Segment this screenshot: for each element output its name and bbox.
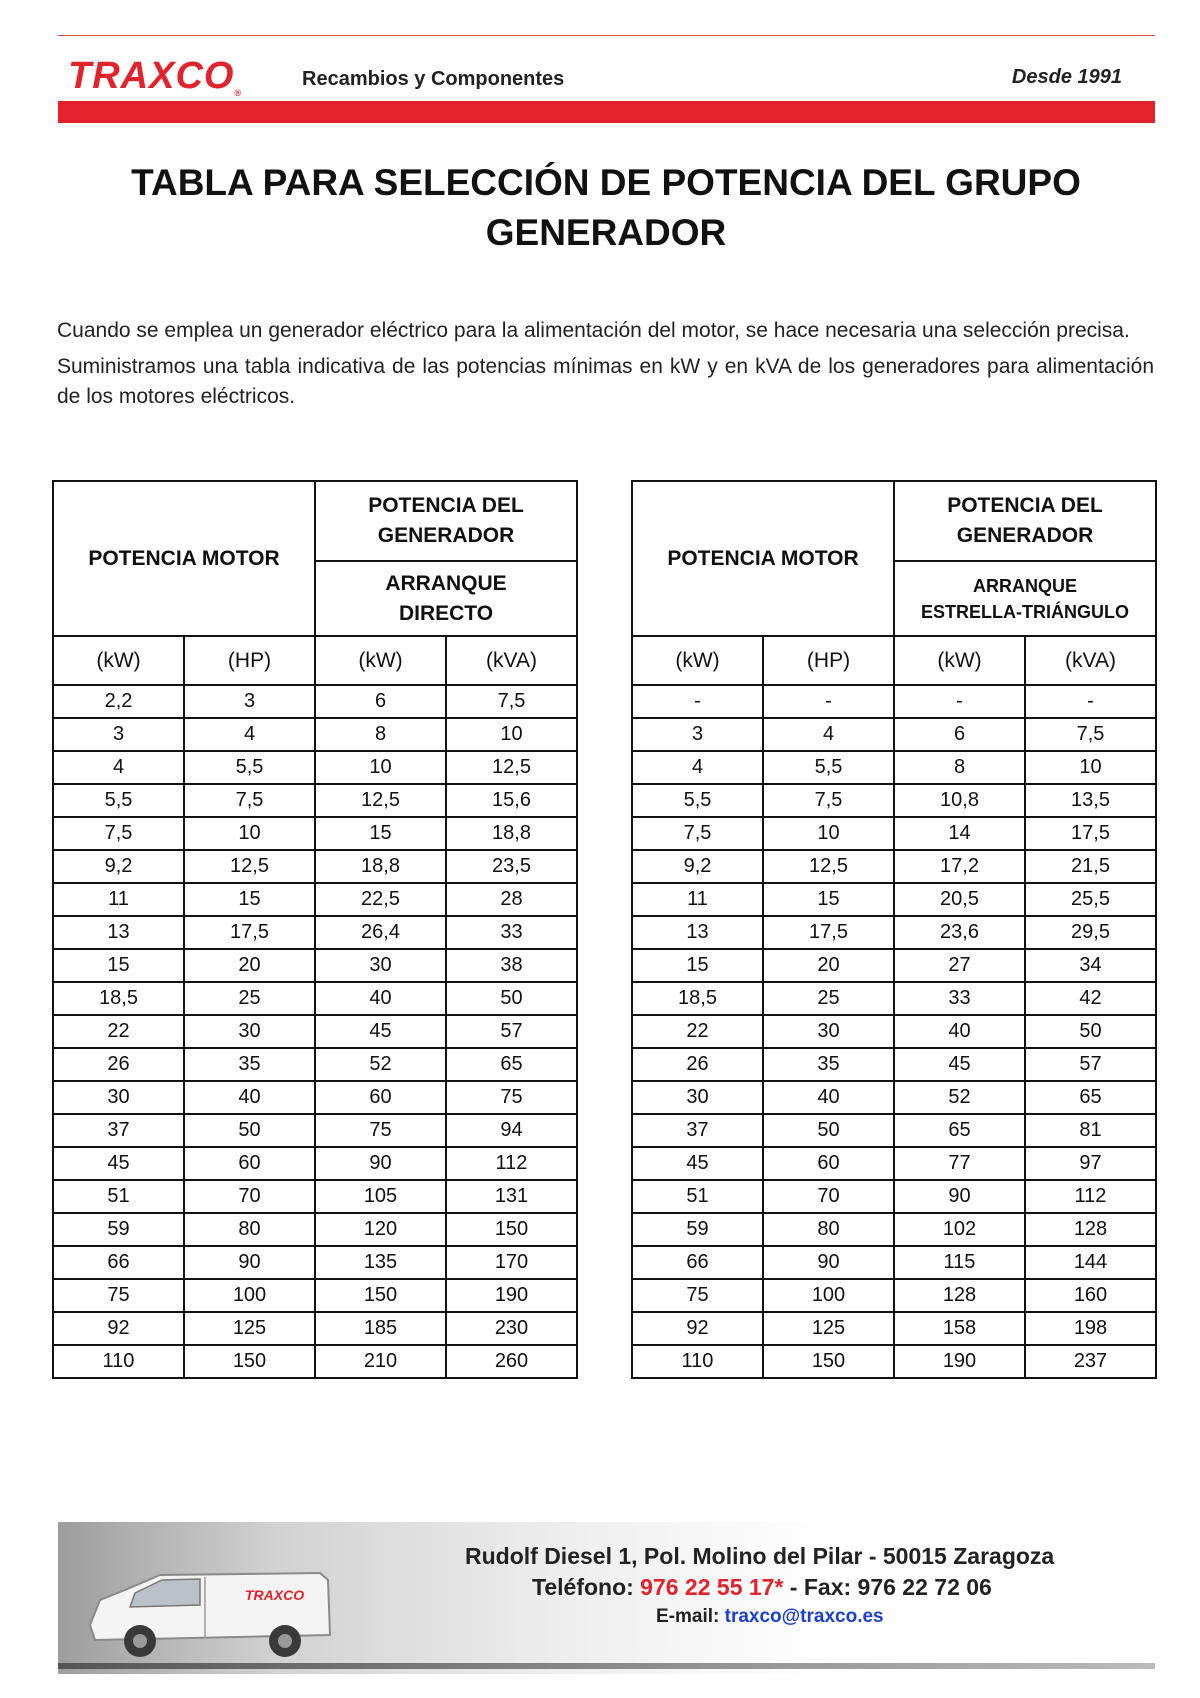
table-row [53,1312,577,1345]
table-cell: 97 [1025,1147,1156,1180]
table-cell: 59 [632,1213,763,1246]
table-cell: 23,5 [446,850,577,883]
table-cell: 45 [315,1015,446,1048]
table-cell: 35 [184,1048,315,1081]
units-row [632,636,1156,685]
table-cell: 75 [315,1114,446,1147]
table-row [53,817,577,850]
table-cell: 14 [894,817,1025,850]
table-row [53,916,577,949]
table-cell: 11 [53,883,184,916]
table-cell: 80 [763,1213,894,1246]
generator-power-header [894,481,1156,561]
table-cell: 115 [894,1246,1025,1279]
table-row [53,1279,577,1312]
table-cell: 25,5 [1025,883,1156,916]
table-cell: 66 [632,1246,763,1279]
table-cell: 190 [894,1345,1025,1378]
phone-number[interactable]: 976 22 55 17* [640,1574,784,1600]
table-cell: 57 [1025,1048,1156,1081]
table-cell: 6 [315,685,446,718]
since-label: Desde 1991 [1011,66,1122,88]
table-cell: 7,5 [446,685,577,718]
table-cell: 13 [53,916,184,949]
unit-motor-hp: (HP) [763,636,894,685]
table-cell: 90 [315,1147,446,1180]
table-row [632,751,1156,784]
table-cell: 90 [184,1246,315,1279]
unit-gen-kw: (kW) [894,636,1025,685]
table-row [53,1180,577,1213]
table-cell: 26,4 [315,916,446,949]
intro-text [57,316,1154,418]
table-cell: 33 [894,982,1025,1015]
table-cell: 21,5 [1025,850,1156,883]
table-cell: 150 [763,1345,894,1378]
table-row [632,1147,1156,1180]
table-row [632,1213,1156,1246]
table-row [632,817,1156,850]
table-cell: 100 [763,1279,894,1312]
table-row [53,850,577,883]
table-cell: 10 [1025,751,1156,784]
footer-address: Rudolf Diesel 1, Pol. Molino del Pilar - 50015 Zaragoza [465,1543,1055,1569]
table-cell: 110 [53,1345,184,1378]
table-cell: 25 [763,982,894,1015]
table-cell: 12,5 [315,784,446,817]
table-cell: 45 [894,1048,1025,1081]
table-cell: 237 [1025,1345,1156,1378]
table-cell: 40 [894,1015,1025,1048]
start-type-line-1: ARRANQUE [385,571,507,595]
table-cell: 45 [632,1147,763,1180]
table-cell: 27 [894,949,1025,982]
table-cell: 230 [446,1312,577,1345]
footer-phone-line [532,1574,992,1601]
table-cell: 26 [632,1048,763,1081]
table-cell: 94 [446,1114,577,1147]
table-row [53,949,577,982]
table-cell: 5,5 [53,784,184,817]
table-cell: 12,5 [184,850,315,883]
table-cell: 4 [632,751,763,784]
table-row [53,982,577,1015]
table-row [632,883,1156,916]
table-cell: 15 [53,949,184,982]
table-cell: 10 [315,751,446,784]
title-line-1: TABLA PARA SELECCIÓN DE POTENCIA DEL GRUPO [131,162,1081,203]
table-cell: 190 [446,1279,577,1312]
motor-power-header: POTENCIA MOTOR [53,481,315,636]
table-cell: 150 [315,1279,446,1312]
table-cell: 135 [315,1246,446,1279]
footer-email-line [656,1606,884,1628]
table-cell: 38 [446,949,577,982]
table-cell: 37 [632,1114,763,1147]
table-star-delta-start [631,480,1157,1379]
table-cell: 7,5 [632,817,763,850]
title-line-2: GENERADOR [485,212,727,253]
table-cell: 52 [894,1081,1025,1114]
table-cell: 30 [632,1081,763,1114]
table-cell: 90 [763,1246,894,1279]
table-cell: 33 [446,916,577,949]
table-cell: 30 [53,1081,184,1114]
table-cell: 11 [632,883,763,916]
table-row [53,883,577,916]
table-row [632,982,1156,1015]
unit-motor-hp: (HP) [184,636,315,685]
table-cell: 17,5 [763,916,894,949]
table-cell: 144 [1025,1246,1156,1279]
table-cell: - [763,685,894,718]
table-row [632,1345,1156,1378]
table-cell: 9,2 [632,850,763,883]
start-type-line-2: ESTRELLA-TRIÁNGULO [921,601,1129,622]
header-red-band [58,101,1155,123]
table-cell: 5,5 [763,751,894,784]
table-row [632,1180,1156,1213]
table-row [53,1048,577,1081]
table-cell: 80 [184,1213,315,1246]
table-cell: 5,5 [632,784,763,817]
table-cell: 10 [184,817,315,850]
table-cell: 75 [53,1279,184,1312]
table-cell: 125 [763,1312,894,1345]
intro-paragraph-2: Suministramos una tabla indicativa de las potencias mínimas en kW y en kVA de los generadores para alimentación de los motores eléctricos. [57,355,1154,408]
table-cell: 18,5 [53,982,184,1015]
table-body [53,685,577,1378]
table-row [53,1213,577,1246]
table-cell: 128 [894,1279,1025,1312]
generator-header-line-2: GENERADOR [956,524,1094,547]
table-row [53,1246,577,1279]
phone-label: Teléfono: [532,1574,641,1600]
table-row [53,1015,577,1048]
logo-text: TRAXCO [68,55,235,97]
table-cell: 7,5 [763,784,894,817]
table-cell: 4 [53,751,184,784]
table-row [632,685,1156,718]
generator-header-line-1: POTENCIA DEL [368,494,524,517]
table-cell: 75 [632,1279,763,1312]
table-cell: 92 [53,1312,184,1345]
header-top-rule [58,35,1155,36]
traxco-logo [68,55,242,98]
table-row [53,1081,577,1114]
table-cell: 20 [184,949,315,982]
table-cell: 18,8 [315,850,446,883]
table-cell: 30 [184,1015,315,1048]
footer-bottom-rule [58,1663,1155,1669]
table-row [632,718,1156,751]
table-row [632,1246,1156,1279]
delivery-van-icon [80,1555,340,1665]
table-cell: 20,5 [894,883,1025,916]
table-cell: 170 [446,1246,577,1279]
table-cell: 15 [315,817,446,850]
tagline: Recambios y Componentes [302,68,565,90]
table-cell: 22,5 [315,883,446,916]
generator-header-line-2: GENERADOR [377,524,515,547]
table-cell: 81 [1025,1114,1156,1147]
table-cell: 112 [446,1147,577,1180]
start-type-line-2: DIRECTO [398,601,494,625]
table-cell: 75 [446,1081,577,1114]
table-cell: 5,5 [184,751,315,784]
table-cell: 3 [184,685,315,718]
table-cell: 13 [632,916,763,949]
page-title [60,158,1152,258]
generator-header-line-1: POTENCIA DEL [947,494,1103,517]
table-cell: 20 [763,949,894,982]
table-cell: 52 [315,1048,446,1081]
table-cell: 23,6 [894,916,1025,949]
table-cell: 15,6 [446,784,577,817]
table-cell: 40 [184,1081,315,1114]
table-cell: 22 [632,1015,763,1048]
table-row [632,784,1156,817]
unit-motor-kw: (kW) [53,636,184,685]
table-cell: 2,2 [53,685,184,718]
start-type-header [894,561,1156,636]
unit-gen-kw: (kW) [315,636,446,685]
table-cell: 15 [763,883,894,916]
table-cell: 7,5 [1025,718,1156,751]
table-cell: 120 [315,1213,446,1246]
table-cell: 65 [1025,1081,1156,1114]
table-row [53,751,577,784]
table-cell: 10 [446,718,577,751]
table-cell: 150 [446,1213,577,1246]
table-cell: 12,5 [446,751,577,784]
table-row [632,1114,1156,1147]
table-row [53,685,577,718]
table-cell: 125 [184,1312,315,1345]
email-label: E-mail: [656,1606,725,1627]
van-logo-text: TRAXCO [245,1587,305,1603]
table-cell: 260 [446,1345,577,1378]
table-cell: 17,2 [894,850,1025,883]
table-cell: 15 [632,949,763,982]
table-cell: 3 [632,718,763,751]
table-cell: 100 [184,1279,315,1312]
table-body [632,685,1156,1378]
table-cell: 15 [184,883,315,916]
table-cell: 7,5 [184,784,315,817]
table-cell: 40 [763,1081,894,1114]
registered-mark: ® [234,88,243,98]
table-cell: 30 [763,1015,894,1048]
table-cell: 60 [315,1081,446,1114]
table-cell: 65 [446,1048,577,1081]
table-cell: 30 [315,949,446,982]
table-row [632,916,1156,949]
table-cell: 160 [1025,1279,1156,1312]
table-cell: 17,5 [1025,817,1156,850]
table-cell: 198 [1025,1312,1156,1345]
units-row [53,636,577,685]
table-cell: 29,5 [1025,916,1156,949]
table-cell: 50 [1025,1015,1156,1048]
table-cell: 3 [53,718,184,751]
table-cell: 22 [53,1015,184,1048]
table-cell: 70 [763,1180,894,1213]
table-cell: 50 [184,1114,315,1147]
table-cell: 6 [894,718,1025,751]
table-row [53,784,577,817]
table-cell: 150 [184,1345,315,1378]
table-row [53,1114,577,1147]
table-cell: 77 [894,1147,1025,1180]
table-cell: 10,8 [894,784,1025,817]
table-cell: 4 [763,718,894,751]
table-cell: 66 [53,1246,184,1279]
table-cell: 51 [53,1180,184,1213]
generator-power-header [315,481,577,561]
table-cell: 102 [894,1213,1025,1246]
table-cell: 13,5 [1025,784,1156,817]
table-cell: - [1025,685,1156,718]
table-cell: 60 [763,1147,894,1180]
table-cell: 65 [894,1114,1025,1147]
table-cell: 10 [763,817,894,850]
table-row [632,1015,1156,1048]
table-cell: 185 [315,1312,446,1345]
table-cell: 59 [53,1213,184,1246]
table-cell: - [894,685,1025,718]
table-cell: 8 [894,751,1025,784]
table-cell: 210 [315,1345,446,1378]
table-cell: 60 [184,1147,315,1180]
fax-text: - Fax: 976 22 72 06 [783,1574,992,1600]
table-row [53,1345,577,1378]
table-cell: 112 [1025,1180,1156,1213]
table-cell: 50 [763,1114,894,1147]
table-cell: 26 [53,1048,184,1081]
table-cell: 35 [763,1048,894,1081]
table-cell: 9,2 [53,850,184,883]
table-cell: 17,5 [184,916,315,949]
table-cell: 4 [184,718,315,751]
table-cell: 158 [894,1312,1025,1345]
table-cell: 42 [1025,982,1156,1015]
table-cell: 18,8 [446,817,577,850]
table-cell: 128 [1025,1213,1156,1246]
email-link[interactable]: traxco@traxco.es [724,1606,884,1627]
table-cell: 131 [446,1180,577,1213]
table-row [632,1081,1156,1114]
table-cell: 18,5 [632,982,763,1015]
table-row [53,718,577,751]
table-cell: 51 [632,1180,763,1213]
table-cell: 92 [632,1312,763,1345]
table-cell: 8 [315,718,446,751]
table-cell: - [632,685,763,718]
table-cell: 90 [894,1180,1025,1213]
table-cell: 110 [632,1345,763,1378]
table-cell: 70 [184,1180,315,1213]
table-row [53,1147,577,1180]
table-cell: 57 [446,1015,577,1048]
unit-gen-kva: (kVA) [1025,636,1156,685]
table-cell: 34 [1025,949,1156,982]
table-row [632,949,1156,982]
table-row [632,1312,1156,1345]
table-cell: 45 [53,1147,184,1180]
start-type-header [315,561,577,636]
unit-gen-kva: (kVA) [446,636,577,685]
table-cell: 12,5 [763,850,894,883]
start-type-line-1: ARRANQUE [972,575,1077,596]
table-cell: 40 [315,982,446,1015]
table-cell: 7,5 [53,817,184,850]
table-cell: 50 [446,982,577,1015]
table-cell: 37 [53,1114,184,1147]
table-cell: 105 [315,1180,446,1213]
table-cell: 28 [446,883,577,916]
table-direct-start [52,480,578,1379]
table-row [632,1048,1156,1081]
table-cell: 25 [184,982,315,1015]
intro-paragraph-1: Cuando se emplea un generador eléctrico para la alimentación del motor, se hace necesaria una selección precisa. [57,319,1130,342]
motor-power-header: POTENCIA MOTOR [632,481,894,636]
table-row [632,1279,1156,1312]
unit-motor-kw: (kW) [632,636,763,685]
table-row [632,850,1156,883]
